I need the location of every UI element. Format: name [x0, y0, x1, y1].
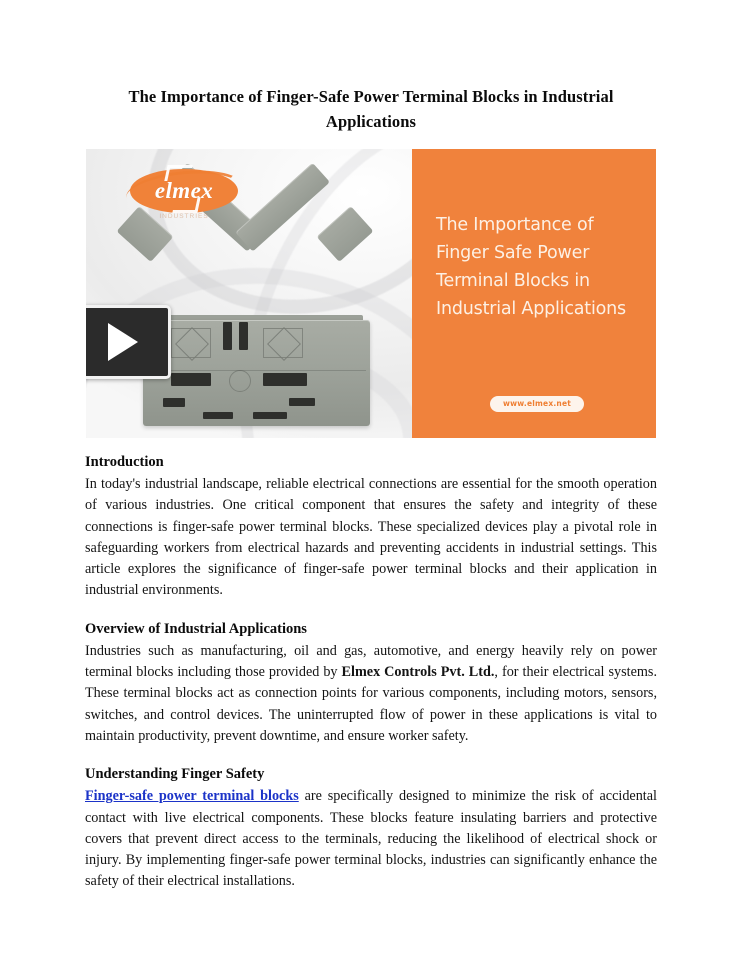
section-paragraph: [85, 641, 657, 747]
video-play-button[interactable]: [86, 305, 171, 379]
section-heading: Introduction: [85, 454, 164, 470]
section-heading: Understanding Finger Safety: [85, 766, 265, 783]
banner-image: [86, 149, 656, 438]
terminal-body: [143, 320, 370, 426]
logo-tagline: INDUSTRIES: [159, 213, 209, 220]
terminal-slot-center-right: [239, 322, 248, 350]
play-icon: [108, 323, 138, 361]
banner-orange-panel: [412, 149, 656, 438]
terminal-slot-e: [203, 412, 233, 419]
terminal-slot-b: [263, 373, 307, 386]
section-introduction: [85, 452, 657, 602]
elmex-logo: [124, 165, 244, 221]
paragraph-text-after: are specifically designed to minimize the risk of accidental contact with live electrical components. These blocks feature insulating barriers and protective covers that prevent direct access to the terminals, reducing the likelihood of electrical shock or injury. By implementing finger-safe power terminal blocks, industries can significantly enhance the safety of their electrical installations.: [85, 788, 657, 890]
banner-website-badge: www.elmex.net: [490, 396, 584, 412]
section-heading: Overview of Industrial Applications: [85, 620, 307, 637]
paragraph-text-before: Industries such as manufacturing, oil and gas, automotive, and energy heavily rely on power terminal blocks including those provided by: [85, 642, 657, 681]
document-body: [85, 452, 657, 910]
banner-left-photo: [86, 149, 412, 438]
paragraph-text: In today's industrial landscape, reliable electrical connections are essential for the smooth operation of various industries. One critical component that ensures the safety and integrity of these connections is finger-safe power terminal blocks. These specialized devices play a pivotal role in safeguarding workers from electrical hazards and preventing accidents in industrial settings. This article explores the significance of finger-safe power terminal blocks and their application in industrial environments.: [85, 476, 657, 599]
paragraph-text-after: , for their electrical systems. These terminal blocks act as connection points for various components, including motors, sensors, switches, and control devices. The uninterrupted flow of power in these applications is vital to maintain productivity, prevent downtime, and ensure worker safety.: [85, 664, 657, 744]
section-paragraph: [85, 786, 657, 892]
section-paragraph: [85, 474, 657, 602]
banner-panel-title: The Importance of Finger Safe Power Terminal Blocks in Industrial Applications: [436, 215, 626, 319]
terminal-arm-right-tip: [317, 206, 374, 262]
section-overview-of-industrial-applications: [85, 619, 657, 747]
terminal-marking-circle: [229, 370, 251, 392]
terminal-slot-a: [171, 373, 211, 386]
terminal-slot-d: [289, 398, 315, 406]
page-title: The Importance of Finger-Safe Power Terminal Blocks in Industrial Applications: [128, 87, 614, 131]
terminal-emboss-left: [171, 328, 211, 358]
section-understanding-finger-safety: [85, 764, 657, 892]
terminal-slot-f: [253, 412, 287, 419]
terminal-emboss-right: [263, 328, 303, 358]
terminal-arm-right: [235, 163, 330, 252]
terminal-slot-c: [163, 398, 185, 407]
finger-safe-terminal-blocks-link[interactable]: Finger-safe power terminal blocks: [85, 788, 299, 805]
logo-wordmark: elmex: [154, 178, 214, 203]
company-name-emphasis: Elmex Controls Pvt. Ltd.: [341, 664, 495, 681]
terminal-slot-center-left: [223, 322, 232, 350]
